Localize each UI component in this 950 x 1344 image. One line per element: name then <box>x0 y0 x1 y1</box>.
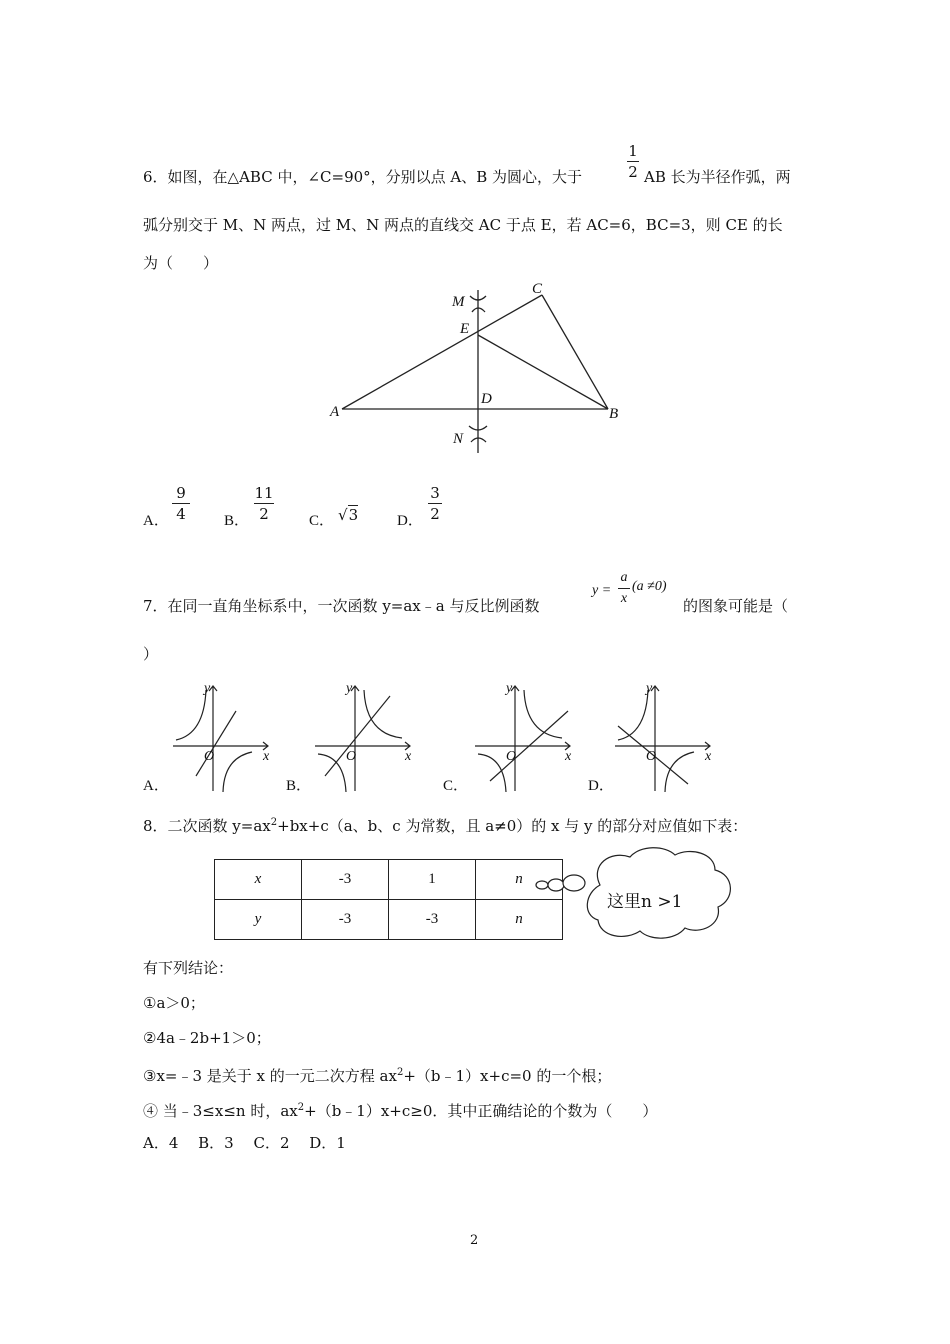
axis-label-y: y <box>204 681 211 696</box>
q6-option-b-fraction <box>254 484 274 523</box>
q8-c4-b: +（b﹣1）x+c≥0．其中正确结论的个数为（ ） <box>304 1102 658 1120</box>
fraction-num: 11 <box>254 484 274 502</box>
q8-value-table <box>214 859 563 940</box>
hyperbola-branch-upper <box>524 690 562 738</box>
label-c: C <box>532 281 543 297</box>
q6-line1 <box>143 167 582 187</box>
hyperbola-branch-upper <box>176 690 206 740</box>
q7-formula-fraction <box>618 569 630 608</box>
q6-line1-b: AB 长为半径作弧，两 <box>644 168 791 186</box>
hyperbola-branch-lower <box>665 752 694 792</box>
origin-label: O <box>646 749 657 764</box>
axis-label-y: y <box>646 681 653 696</box>
sqrt-radicand: 3 <box>348 506 359 524</box>
q7-option-a-letter: A． <box>143 778 169 794</box>
q7-line2: ） <box>143 645 159 663</box>
q6-option-d-fraction <box>428 484 442 523</box>
q8-c4-exponent: 2 <box>297 1102 305 1113</box>
table-cell: n <box>476 860 563 900</box>
table-cell: x <box>215 860 302 900</box>
q6-option-a-letter: A． <box>143 513 169 529</box>
q6-line1-a: 如图，在△ABC 中，∠C=90°，分别以点 A、B 为圆心，大于 <box>167 168 583 186</box>
hyperbola-branch-upper <box>364 690 402 738</box>
q8-c3-a: ③x=﹣3 是关于 x 的一元二次方程 ax <box>143 1067 397 1085</box>
q6-half-fraction <box>627 142 639 181</box>
q7-formula-condition: (a ≠0) <box>632 579 667 594</box>
q6-triangle-figure <box>320 278 640 458</box>
segment-eb <box>478 335 608 409</box>
page-number: 2 <box>470 1233 479 1248</box>
table-cell: 1 <box>389 860 476 900</box>
hyperbola-branch-upper <box>618 690 648 740</box>
fraction-bar <box>618 588 630 589</box>
fraction-bar <box>254 503 274 504</box>
label-n: N <box>453 431 464 447</box>
fraction-bar <box>428 503 442 504</box>
table-cell: -3 <box>302 900 389 940</box>
q6-option-b-letter: B． <box>224 513 250 529</box>
axis-label-x: x <box>565 749 572 764</box>
table-cell: -3 <box>389 900 476 940</box>
label-m: M <box>452 294 465 310</box>
axis-label-y: y <box>346 681 353 696</box>
table-row <box>215 900 563 940</box>
q8-bubble-text: 这里n >1 <box>607 892 683 912</box>
q8-text <box>143 813 747 836</box>
fraction-bar <box>627 161 639 162</box>
q8-c4-a: ④ 当﹣3≤x≤n 时，ax <box>143 1102 298 1120</box>
table-cell: y <box>215 900 302 940</box>
table-row <box>215 860 563 900</box>
cloud-bubble-medium <box>548 879 564 891</box>
origin-label: O <box>204 749 215 764</box>
axis-label-x: x <box>263 749 270 764</box>
q8-c3-b: +（b﹣1）x+c=0 的一个根； <box>403 1067 612 1085</box>
q7-graph-c <box>470 676 580 796</box>
fraction-den: 4 <box>176 505 186 523</box>
fraction-num: a <box>620 570 628 585</box>
fraction-num: 9 <box>176 484 186 502</box>
fraction-num: 3 <box>430 484 440 502</box>
hyperbola-branch-lower <box>318 754 346 792</box>
q8-answer-options: A．4 B．3 C．2 D．1 <box>143 1134 346 1152</box>
q7-graph-a <box>168 676 278 796</box>
q6-half-num: 1 <box>628 142 638 160</box>
axis-label-x: x <box>705 749 712 764</box>
q7-formula-y: y = <box>592 583 612 598</box>
fraction-den: 2 <box>430 505 440 523</box>
segment-ac <box>342 295 542 409</box>
axis-label-x: x <box>405 749 412 764</box>
q6-option-a-fraction <box>172 484 190 523</box>
label-b: B <box>609 406 619 422</box>
q7-option-b-letter: B． <box>286 778 312 794</box>
q8-conclusion-4 <box>143 1098 657 1121</box>
q7-option-d-letter: D． <box>588 778 614 794</box>
q7-graph-b <box>310 676 420 796</box>
fraction-den: 2 <box>259 505 269 523</box>
q8-conclusion-2: ②4a﹣2b+1＞0； <box>143 1029 271 1047</box>
label-d: D <box>481 391 492 407</box>
fraction-den: x <box>620 591 628 606</box>
q8-text-b: +bx+c（a、b、c 为常数，且 a≠0）的 x 与 y 的部分对应值如下表： <box>277 817 748 835</box>
q7-text: 7．在同一直角坐标系中，一次函数 y=ax﹣a 与反比例函数 <box>143 597 540 615</box>
q6-half-den: 2 <box>628 163 638 181</box>
table-cell: n <box>476 900 563 940</box>
axis-label-y: y <box>506 681 513 696</box>
label-a: A <box>330 404 340 420</box>
q6-option-c-letter: C． <box>309 513 335 529</box>
q8-intro: 有下列结论： <box>143 959 234 977</box>
q8-conclusion-1: ①a＞0； <box>143 994 205 1012</box>
q8-conclusion-3 <box>143 1063 611 1086</box>
label-e: E <box>460 321 470 337</box>
hyperbola-branch-lower <box>223 752 252 792</box>
line-graph <box>325 696 390 776</box>
segment-bc <box>542 295 608 409</box>
table-cell: -3 <box>302 860 389 900</box>
cloud-bubble-small <box>536 881 548 889</box>
q7-option-c-letter: C． <box>443 778 469 794</box>
q6-line2: 弧分别交于 M、N 两点，过 M、N 两点的直线交 AC 于点 E，若 AC=6，BC=3，则 CE 的长 <box>143 216 783 234</box>
q8-exponent: 2 <box>270 817 278 828</box>
origin-label: O <box>506 749 517 764</box>
q8-c3-exponent: 2 <box>396 1067 404 1078</box>
q6-option-c-sqrt: √3 <box>338 506 359 524</box>
q6-option-d-letter: D． <box>397 513 423 529</box>
fraction-bar <box>172 503 190 504</box>
q7-graph-d <box>610 676 720 796</box>
q6-number: 6． <box>143 168 168 186</box>
origin-label: O <box>346 749 357 764</box>
q6-line3: 为（ ） <box>143 254 219 272</box>
cloud-bubble-large <box>563 875 585 891</box>
hyperbola-branch-lower <box>478 754 506 792</box>
q8-text-a: 8．二次函数 y=ax <box>143 817 271 835</box>
q7-text-tail: 的图象可能是（ <box>683 597 789 615</box>
